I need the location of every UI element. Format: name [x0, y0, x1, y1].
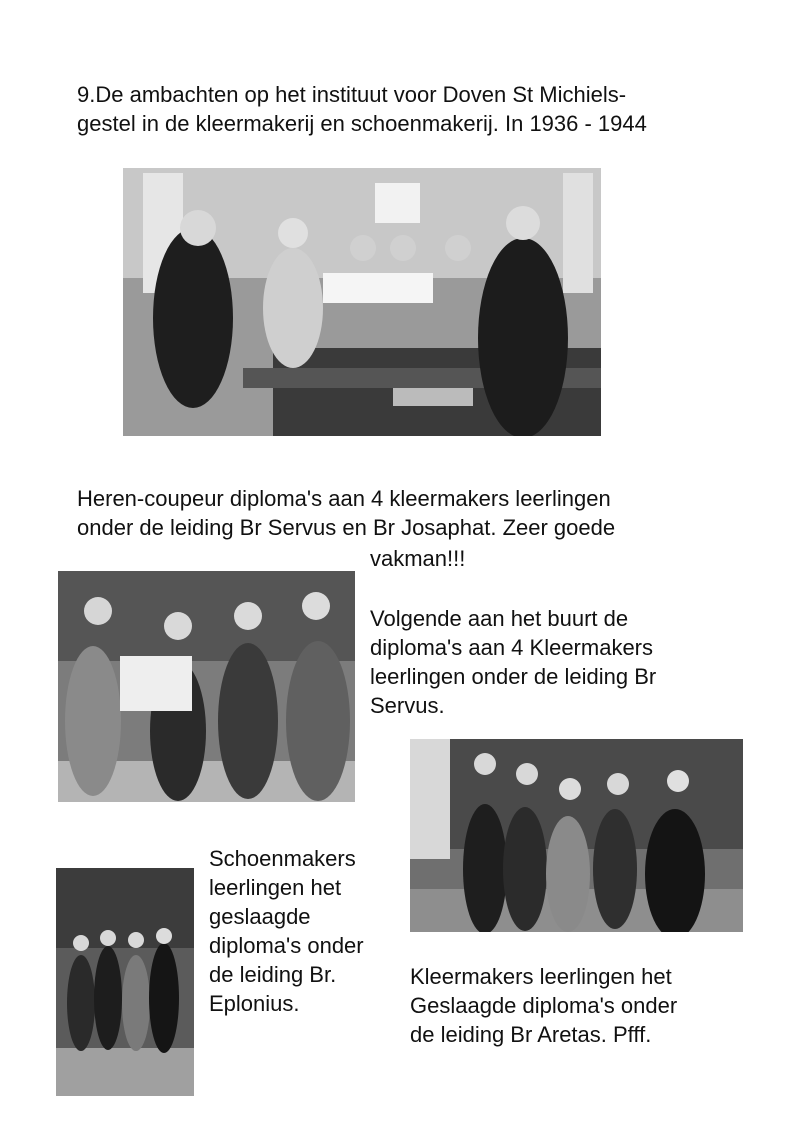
- shoemaker-students-photo: [56, 868, 194, 1096]
- caption-tailor-students-2: Kleermakers leerlingen het Geslaagde diploma's onder de leiding Br Aretas. Pfff.: [410, 964, 678, 1047]
- caption-diploma-coupeur-end: vakman!!!: [370, 546, 466, 571]
- workshop-photo: [123, 168, 601, 436]
- caption-tailor-students-1: Volgende aan het buurt de diploma's aan 4 Kleermakers leerlingen onder de leiding Br Servus.: [370, 606, 657, 718]
- page-title: 9.De ambachten op het instituut voor Doven St Michiels- gestel in de kleermakerij en schoenmakerij. In 1936 - 1944: [77, 82, 647, 136]
- tailor-students-photo-1: [58, 571, 355, 802]
- tailor-students-photo-2: [410, 739, 743, 932]
- caption-shoemaker-students: Schoenmakers leerlingen het geslaagde diploma's onder de leiding Br. Eplonius.: [209, 846, 364, 1016]
- caption-diploma-coupeur: Heren-coupeur diploma's aan 4 kleermakers leerlingen onder de leiding Br Servus en Br Josaphat. Zeer goede: [77, 486, 616, 540]
